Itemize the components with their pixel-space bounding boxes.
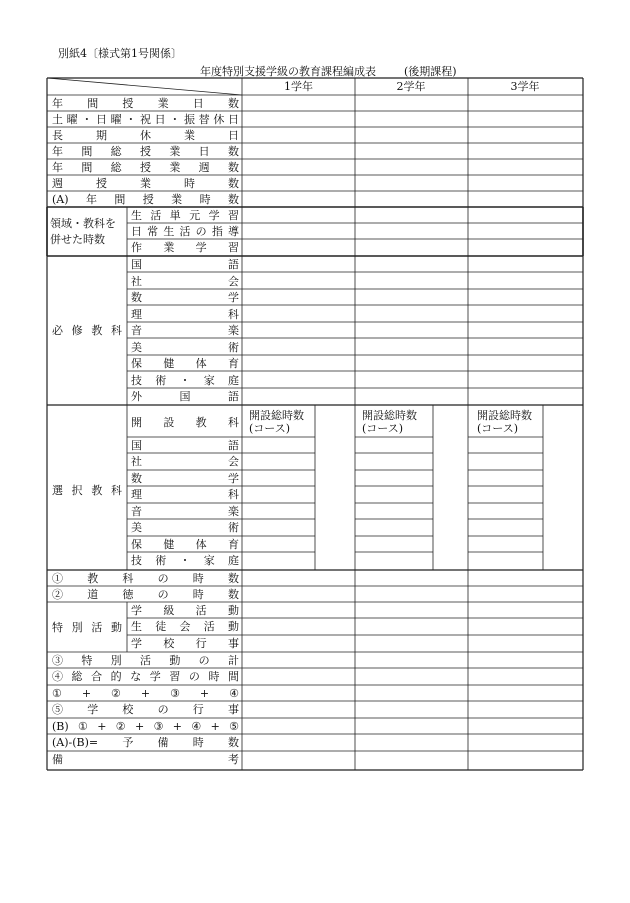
elective-music: 音楽 — [131, 505, 239, 518]
elective-japanese: 国語 — [131, 439, 239, 452]
required-social: 社会 — [131, 275, 239, 288]
elective-science: 理科 — [131, 488, 239, 501]
row-annual-school-days: 年間授業日数 — [52, 97, 239, 110]
row-spare-hours: (A)-(B)=予備時数 — [52, 736, 239, 749]
row-integrated-study: ④総合的な学習の時間 — [52, 670, 239, 683]
g1-total-label: 開設総時数 — [249, 409, 304, 422]
required-foreign-lang: 外国語 — [131, 390, 239, 403]
row-total-b: (B)①+②+③+④+⑤ — [52, 720, 239, 733]
elective-math: 数学 — [131, 472, 239, 485]
row-sum-1-4: ①+②+③+④ — [52, 687, 239, 700]
combined-item-life-unit: 生活単元学習 — [131, 209, 239, 222]
row-weekly-hours: 週授業時数 — [52, 177, 239, 190]
special-class-activity: 学級活動 — [131, 604, 239, 617]
row-school-events: ⑤学校の行事 — [52, 703, 239, 716]
required-art: 美術 — [131, 341, 239, 354]
row-special-total: ③特別活動の計 — [52, 654, 239, 667]
row-long-vacation: 長期休業日 — [52, 129, 239, 142]
required-pe: 保健体育 — [131, 357, 239, 370]
row-total-school-weeks: 年間総授業週数 — [52, 161, 239, 174]
g3-course-label: (コース) — [477, 422, 519, 435]
combined-item-daily-life: 日常生活の指導 — [131, 225, 239, 238]
grade-2-header: 2学年 — [396, 80, 426, 93]
row-subject-hours: ①教科の時数 — [52, 572, 239, 585]
g3-total-label: 開設総時数 — [477, 409, 532, 422]
row-annual-hours-a: (A)年間授業時数 — [52, 193, 239, 206]
special-student-council: 生徒会活動 — [131, 620, 239, 633]
row-total-school-days: 年間総授業日数 — [52, 145, 239, 158]
required-japanese: 国語 — [131, 258, 239, 271]
g2-course-label: (コース) — [362, 422, 404, 435]
elective-label: 選択教科 — [52, 484, 122, 497]
special-school-events: 学校行事 — [131, 637, 239, 650]
elective-header: 開設教科 — [131, 416, 239, 429]
combined-label-line1: 領域・教科を — [50, 217, 116, 230]
g1-course-label: (コース) — [249, 422, 291, 435]
special-label: 特別活動 — [52, 621, 122, 634]
elective-tech-home: 技術・家庭 — [131, 554, 239, 567]
elective-social: 社会 — [131, 455, 239, 468]
grade-1-header: 1学年 — [284, 80, 313, 93]
grade-3-header: 3学年 — [510, 80, 540, 93]
required-tech-home: 技術・家庭 — [131, 374, 239, 387]
form-label: 別紙4〔様式第1号関係〕 — [58, 47, 182, 60]
required-math: 数学 — [131, 291, 239, 304]
row-remarks: 備考 — [52, 753, 239, 766]
elective-art: 美術 — [131, 521, 239, 534]
combined-item-work-study: 作業学習 — [131, 241, 239, 254]
grid-line — [47, 78, 242, 95]
row-moral-hours: ②道徳の時数 — [52, 588, 239, 601]
title-text: 年度特別支援学級の教育課程編成表 — [200, 65, 376, 78]
required-music: 音楽 — [131, 324, 239, 337]
required-science: 理科 — [131, 308, 239, 321]
subtitle-text: (後期課程) — [404, 65, 457, 78]
g2-total-label: 開設総時数 — [362, 409, 417, 422]
row-holidays: 土曜・日曜・祝日・振替休日 — [52, 113, 239, 126]
combined-label-line2: 併せた時数 — [50, 233, 105, 246]
required-label: 必修教科 — [52, 324, 122, 337]
elective-pe: 保健体育 — [131, 538, 239, 551]
